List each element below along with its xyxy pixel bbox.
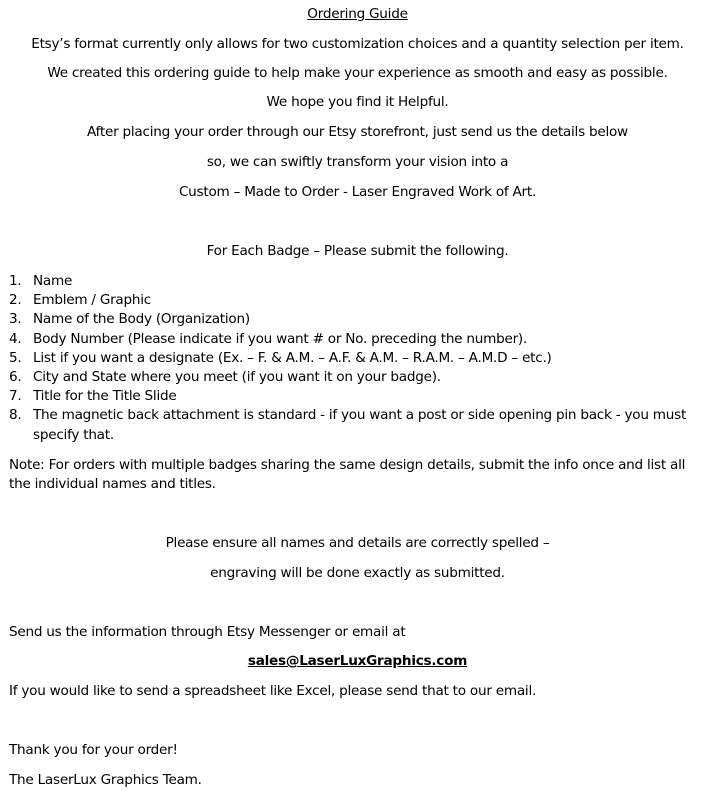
- list-item-text: Body Number (Please indicate if you want # or No. preceding the number).: [33, 330, 528, 347]
- intro-line-3: We hope you find it Helpful.: [266, 94, 449, 110]
- intro-line-5: so, we can swiftly transform your vision into a: [206, 154, 509, 170]
- spelling-notice-line-1: Please ensure all names and details are correctly spelled –: [165, 535, 550, 551]
- requirements-list: [0, 272, 715, 445]
- list-item-text: City and State where you meet (if you want it on your badge).: [33, 369, 441, 386]
- spelling-notice-line-2: engraving will be done exactly as submitted.: [210, 565, 505, 581]
- intro-line-1: Etsy’s format currently only allows for two customization choices and a quantity selection per item.: [31, 36, 684, 52]
- list-item: [0, 310, 715, 329]
- list-item: [0, 368, 715, 387]
- list-item-text: List if you want a designate (Ex. – F. & A.M. – A.F. & A.M. – R.A.M. – A.M.D – etc.): [33, 349, 552, 366]
- page-title: Ordering Guide: [307, 6, 408, 22]
- list-item: [0, 406, 715, 444]
- list-item-number: 1.: [9, 273, 22, 289]
- list-item: [0, 387, 715, 406]
- list-item-text: The magnetic back attachment is standard - if you want a post or side opening pin back - you must specify that.: [33, 407, 687, 443]
- intro-line-6: Custom – Made to Order - Laser Engraved Work of Art.: [178, 184, 537, 200]
- signature-text: The LaserLux Graphics Team.: [9, 772, 202, 788]
- list-item: [0, 291, 715, 310]
- list-item-number: 3.: [9, 311, 22, 328]
- email-link-row: [0, 652, 715, 670]
- list-item: [0, 349, 715, 368]
- thanks-text: Thank you for your order!: [9, 742, 178, 758]
- list-item-number: 5.: [9, 349, 22, 366]
- list-item-text: Name: [33, 273, 73, 289]
- intro-line-2: We created this ordering guide to help make your experience as smooth and easy as possible.: [47, 65, 668, 81]
- each-badge-heading: For Each Badge – Please submit the following.: [206, 243, 509, 259]
- intro-line-4: After placing your order through our Etsy storefront, just send us the details below: [87, 124, 628, 140]
- email-link[interactable]: sales@LaserLuxGraphics.com: [247, 653, 468, 669]
- list-item-number: 7.: [9, 388, 22, 405]
- list-item-text: Title for the Title Slide: [33, 388, 177, 405]
- list-item: [0, 272, 715, 291]
- list-item-number: 2.: [9, 292, 22, 309]
- contact-text: Send us the information through Etsy Messenger or email at: [9, 624, 406, 640]
- list-item: [0, 330, 715, 349]
- multi-badge-note: Note: For orders with multiple badges sharing the same design details, submit the info once and list all the individual names and titles.: [9, 457, 686, 492]
- list-item-text: Emblem / Graphic: [33, 292, 152, 309]
- list-item-text: Name of the Body (Organization): [33, 311, 250, 328]
- spreadsheet-text: If you would like to send a spreadsheet like Excel, please send that to our email.: [9, 683, 537, 699]
- list-item-number: 4.: [9, 330, 22, 347]
- list-item-number: 8.: [9, 407, 22, 424]
- list-item-number: 6.: [9, 369, 22, 386]
